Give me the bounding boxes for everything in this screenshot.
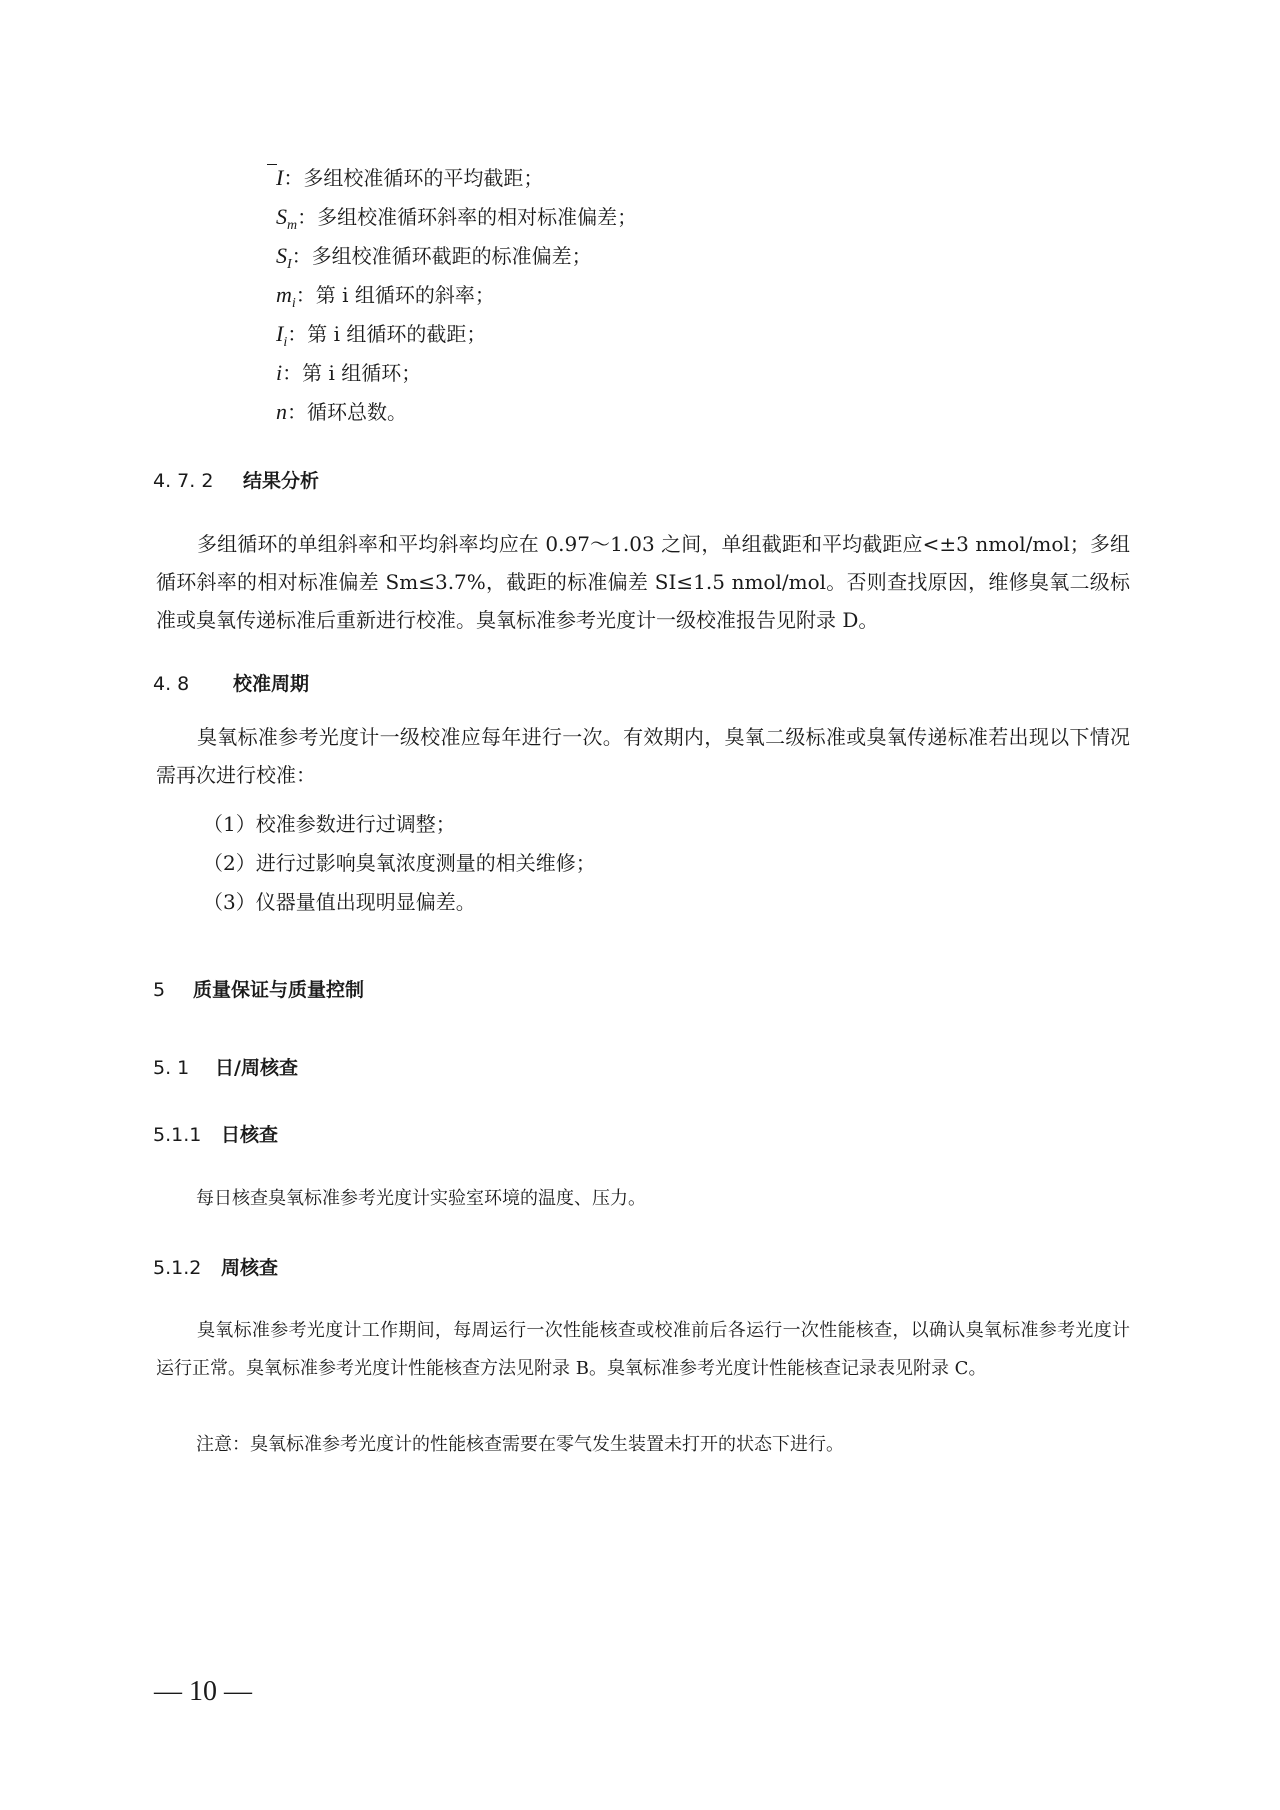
definition-intercept-sd [276,240,592,273]
paragraph-calibration-period: 臭氧标准参考光度计一级校准应每年进行一次。有效期内，臭氧二级标准或臭氧传递标准若出现以下情况需再次进行校准： [156,725,1130,787]
definition-symbol: S [276,204,287,229]
section-title: 校准周期 [233,673,310,695]
section-heading-5-1-1 [153,1120,278,1147]
page-number: — 10 — [154,1676,252,1707]
section-title: 周核查 [221,1257,279,1279]
definition-symbol: m [276,282,292,307]
definition-slope-i [276,279,495,312]
paragraph-weekly-check: 臭氧标准参考光度计工作期间，每周运行一次性能核查或校准前后各运行一次性能核查，以确认臭氧标准参考光度计运行正常。臭氧标准参考光度计性能核查方法见附录 B。臭氧标准参考光度计性能核查记录表见附录 C。 [156,1320,1130,1379]
definition-total-cycles [276,396,407,425]
definition-symbol: i [276,360,283,385]
definition-mean-intercept [276,162,543,194]
definition-cycle-i [276,357,421,386]
definition-subscript: i [283,335,288,350]
section-heading-4-7-2 [153,466,319,493]
list-item: （2）进行过影响臭氧浓度测量的相关维修； [203,851,596,875]
section-number: 5.1.1 [153,1124,202,1146]
section-number: 5.1.2 [153,1257,202,1279]
definition-text: ：多组校准循环的平均截距； [283,166,544,190]
section-number: 5 [153,979,166,1001]
definition-text: ：循环总数。 [287,400,407,424]
definition-subscript: i [291,296,296,311]
definition-text: ：第 i 组循环的斜率； [295,283,495,307]
definition-subscript: I [287,257,292,272]
section-heading-4-8 [153,669,309,696]
paragraph-daily-check: 每日核查臭氧标准参考光度计实验室环境的温度、压力。 [196,1188,646,1209]
definition-text: ：多组校准循环截距的标准偏差； [291,244,592,268]
section-heading-5 [153,975,364,1002]
definition-symbol: n [276,399,287,424]
section-heading-5-1 [153,1053,298,1080]
section-title: 日核查 [221,1124,279,1146]
section-title: 结果分析 [243,470,320,492]
definition-slope-rsd [276,201,637,234]
section-number: 4. 7. 2 [153,470,214,492]
definition-intercept-i [276,318,486,351]
list-item: （1）校准参数进行过调整； [203,812,456,836]
definition-symbol: I [276,165,284,190]
definition-text: ：第 i 组循环； [282,361,422,385]
definition-subscript: m [287,218,298,233]
definition-symbol: S [276,243,287,268]
section-number: 4. 8 [153,673,190,695]
definition-symbol: I [276,321,284,346]
section-title: 质量保证与质量控制 [193,979,365,1001]
definition-text: ：多组校准循环斜率的相对标准偏差； [297,205,638,229]
section-title: 日/周核查 [215,1057,298,1079]
list-item: （3）仪器量值出现明显偏差。 [203,890,476,914]
paragraph-result-analysis: 多组循环的单组斜率和平均斜率均应在 0.97～1.03 之间，单组截距和平均截距应<±3 nmol/mol；多组循环斜率的相对标准偏差 Sm≤3.7%，截距的标准偏差 SI≤1.5 nmol/mol。否则查找原因，维修臭氧二级标准或臭氧传递标准后重新进行校准。臭氧标准参考光度计一级校准报告见附录 D。 [156,532,1130,632]
definition-text: ：第 i 组循环的截距； [287,322,487,346]
paragraph-note: 注意：臭氧标准参考光度计的性能核查需要在零气发生装置未打开的状态下进行。 [196,1434,844,1455]
section-heading-5-1-2 [153,1253,278,1280]
section-number: 5. 1 [153,1057,190,1079]
